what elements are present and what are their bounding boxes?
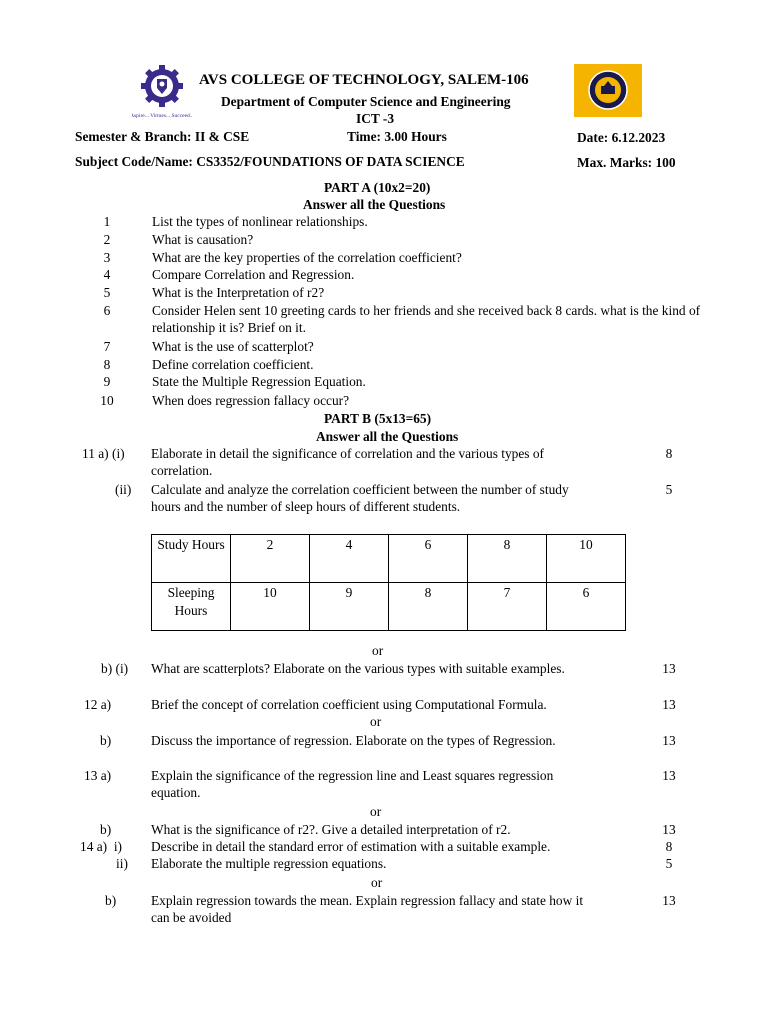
table-cell: 8 <box>468 535 547 583</box>
question-text: Define correlation coefficient. <box>152 357 314 372</box>
question-label: b) <box>100 822 112 837</box>
table-row <box>152 583 626 631</box>
part-a-title: PART A (10x2=20) <box>324 180 431 195</box>
question-marks: 8 <box>665 839 673 854</box>
question-marks: 13 <box>662 697 676 712</box>
table-row <box>152 535 626 583</box>
question-text: What are scatterplots? Elaborate on the various types with suitable examples. <box>151 661 565 676</box>
question-number: 1 <box>103 214 111 229</box>
question-text: List the types of nonlinear relationships. <box>152 214 368 229</box>
subject-code-name: Subject Code/Name: CS3352/FOUNDATIONS OF DATA SCIENCE <box>75 154 465 169</box>
question-label: b) <box>100 733 112 748</box>
question-label: 12 a) <box>84 697 112 712</box>
or-separator: or <box>370 804 382 819</box>
question-label: b) (i) <box>101 661 129 676</box>
question-text: Brief the concept of correlation coefficient using Computational Formula. <box>151 697 547 712</box>
question-text: What are the key properties of the correlation coefficient? <box>152 250 462 265</box>
table-row-label: Sleeping Hours <box>152 583 231 631</box>
question-number: 8 <box>103 357 111 372</box>
logo-tagline: Aspire... Virtues... Succeed... <box>132 113 192 119</box>
question-label: b) <box>105 893 117 908</box>
part-b-instruction: Answer all the Questions <box>316 429 459 444</box>
question-marks: 13 <box>662 768 676 783</box>
question-number: 5 <box>103 285 111 300</box>
question-number: 9 <box>103 374 111 389</box>
exam-name: ICT -3 <box>356 111 395 126</box>
table-cell: 4 <box>310 535 389 583</box>
question-marks: 5 <box>665 856 673 871</box>
table-cell: 2 <box>231 535 310 583</box>
question-marks: 8 <box>665 446 673 461</box>
college-logo-left <box>132 64 192 120</box>
or-separator: or <box>370 714 382 729</box>
department-name: Department of Computer Science and Engineering <box>221 94 511 109</box>
question-label: 14 a) i) <box>80 839 123 854</box>
max-marks: Max. Marks: 100 <box>577 155 676 170</box>
question-text: State the Multiple Regression Equation. <box>152 374 366 389</box>
question-number: 7 <box>103 339 111 354</box>
or-separator: or <box>371 875 383 890</box>
table-cell: 8 <box>389 583 468 631</box>
table-cell: 10 <box>547 535 626 583</box>
question-marks: 13 <box>662 733 676 748</box>
question-number: 4 <box>103 267 111 282</box>
question-text: Describe in detail the standard error of estimation with a suitable example. <box>151 839 551 854</box>
table-cell: 6 <box>389 535 468 583</box>
exam-date: Date: 6.12.2023 <box>577 130 666 145</box>
table-cell: 7 <box>468 583 547 631</box>
question-number: 6 <box>103 303 111 318</box>
question-marks: 13 <box>662 822 676 837</box>
college-name: AVS COLLEGE OF TECHNOLOGY, SALEM-106 <box>199 72 529 88</box>
semester-branch: Semester & Branch: II & CSE <box>75 129 250 144</box>
table-row-label: Study Hours <box>152 535 231 583</box>
question-number: 3 <box>103 250 111 265</box>
question-text: When does regression fallacy occur? <box>152 393 350 408</box>
question-number: 10 <box>100 393 114 408</box>
question-text: Explain the significance of the regression line and Least squares regression equation. <box>151 768 554 800</box>
or-separator: or <box>372 643 384 658</box>
question-marks: 13 <box>662 661 676 676</box>
question-text: Explain regression towards the mean. Explain regression fallacy and state how it can be avoided <box>151 893 584 925</box>
question-marks: 5 <box>665 482 673 497</box>
question-text: Elaborate the multiple regression equations. <box>151 856 387 871</box>
question-marks: 13 <box>662 893 676 908</box>
question-number: 2 <box>103 232 111 247</box>
part-b-title: PART B (5x13=65) <box>324 411 432 426</box>
question-text: What is the use of scatterplot? <box>152 339 314 354</box>
question-text: Compare Correlation and Regression. <box>152 267 355 282</box>
question-text: Discuss the importance of regression. Elaborate on the types of Regression. <box>151 733 556 748</box>
question-text: What is the significance of r2?. Give a detailed interpretation of r2. <box>151 822 511 837</box>
question-label: 13 a) <box>84 768 112 783</box>
question-label: ii) <box>116 856 128 871</box>
question-label: (ii) <box>115 482 132 497</box>
part-a-instruction: Answer all the Questions <box>303 197 446 212</box>
table-cell: 6 <box>547 583 626 631</box>
question-text: Elaborate in detail the significance of correlation and the various types of correlation. <box>151 446 545 478</box>
question-text: What is causation? <box>152 232 254 247</box>
question-text: Consider Helen sent 10 greeting cards to her friends and she received back 8 cards. what is the kind of relationship it is? Brief on it. <box>152 303 701 335</box>
question-label: 11 a) (i) <box>82 446 125 461</box>
college-logo-right <box>574 64 642 117</box>
question-text: What is the Interpretation of r2? <box>152 285 325 300</box>
study-sleep-table <box>151 534 626 631</box>
exam-time: Time: 3.00 Hours <box>347 129 447 144</box>
table-cell: 10 <box>231 583 310 631</box>
table-cell: 9 <box>310 583 389 631</box>
question-text: Calculate and analyze the correlation coefficient between the number of study hours and the number of sleep hours of different students. <box>151 482 569 514</box>
